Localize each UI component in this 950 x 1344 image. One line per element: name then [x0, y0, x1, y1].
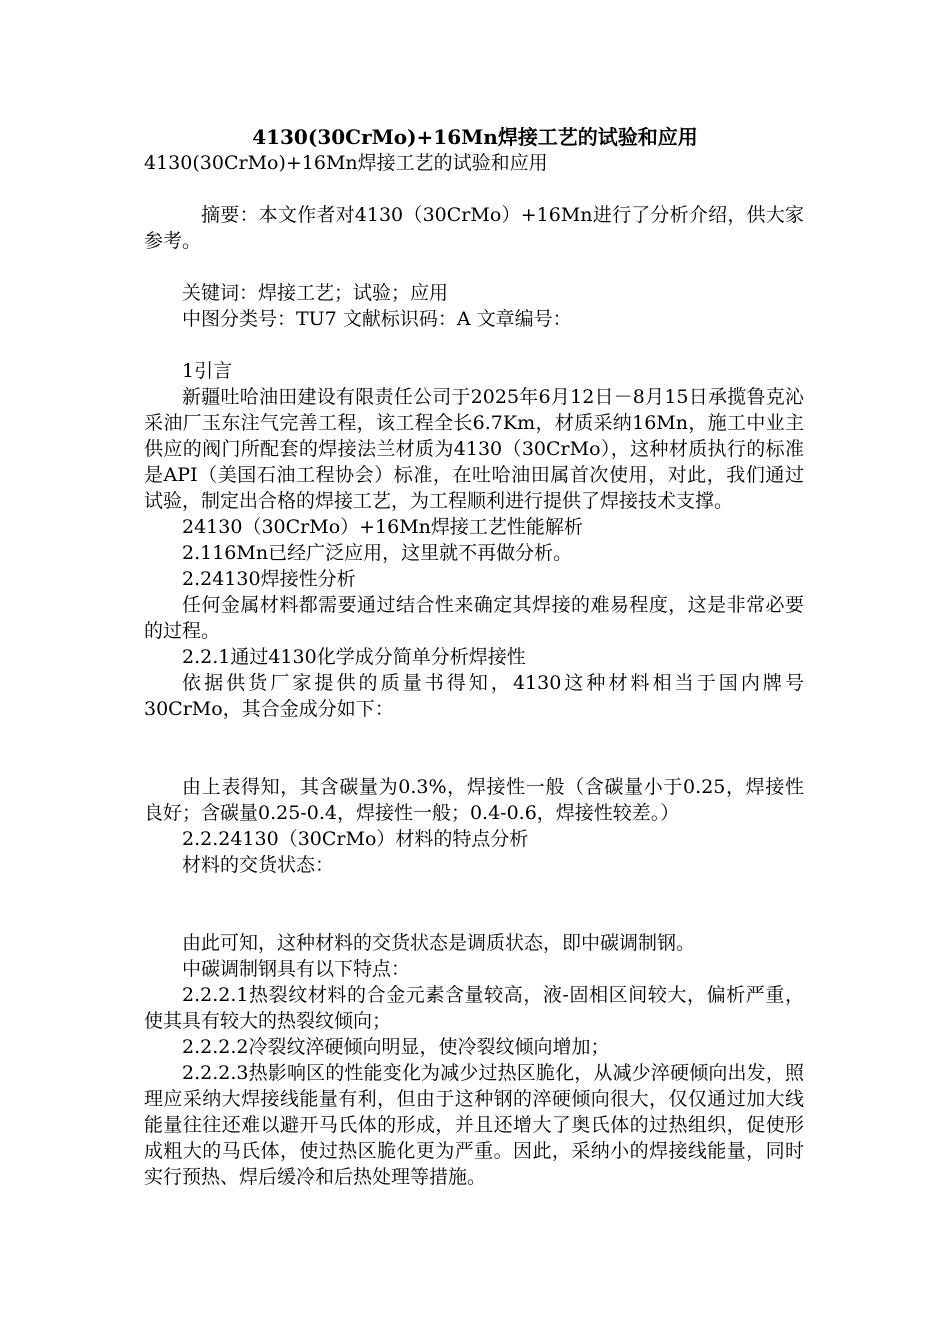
body-paragraph: 中碳调制钢具有以下特点： — [182, 958, 411, 980]
section-heading: 2.2.1通过4130化学成分简单分析焊接性 — [182, 646, 526, 668]
abstract-paragraph: 摘要：本文作者对4130（30CrMo）+16Mn进行了分析介绍，供大家参考。 — [144, 204, 804, 252]
keywords-line: 关键词：焊接工艺；试验；应用 — [182, 282, 449, 304]
body-paragraph: 2.2.2.2冷裂纹淬硬倾向明显，使冷裂纹倾向增加； — [182, 1036, 610, 1058]
body-paragraph: 由上表得知，其含碳量为0.3%，焊接性一般（含碳量小于0.25，焊接性良好；含碳量0.25-0.4，焊接性一般；0.4-0.6，焊接性较差。） — [144, 776, 804, 824]
document-body — [144, 150, 804, 1190]
document-subtitle: 4130(30CrMo)+16Mn焊接工艺的试验和应用 — [144, 152, 548, 174]
body-paragraph: 2.116Mn已经广泛应用，这里就不再做分析。 — [182, 542, 573, 564]
table-placeholder-space — [144, 878, 804, 930]
spacer — [144, 332, 804, 358]
body-paragraph: 依据供货厂家提供的质量书得知，4130这种材料相当于国内牌号30CrMo，其合金成分如下： — [144, 672, 804, 720]
body-paragraph: 任何金属材料都需要通过结合性来确定其焊接的难易程度，这是非常必要的过程。 — [144, 594, 804, 642]
body-paragraph: 2.2.2.3热影响区的性能变化为减少过热区脆化，从减少淬硬倾向出发，照理应采纳大焊接线能量有利，但由于这种钢的淬硬倾向很大，仅仅通过加大线能量往往还难以避开马氏体的形成，并且还增大了奥氏体的过热组织，促使形成粗大的马氏体，使过热区脆化更为严重。因此，采纳小的焊接线能量，同时实行预热、焊后缓冷和后热处理等措施。 — [144, 1062, 804, 1188]
spacer — [144, 176, 804, 202]
section-heading: 2.24130焊接性分析 — [182, 568, 356, 590]
body-paragraph: 新疆吐哈油田建设有限责任公司于2025年6月12日－8月15日承揽鲁克沁采油厂玉东注气完善工程，该工程全长6.7Km，材质采纳16Mn，施工中业主供应的阀门所配套的焊接法兰材质为4130（30CrMo），这种材质执行的标准是API（美国石油工程协会）标准，在吐哈油田属首次使用，对此，我们通过试验，制定出合格的焊接工艺，为工程顺利进行提供了焊接技术支撑。 — [144, 386, 804, 512]
body-paragraph: 材料的交货状态： — [182, 854, 335, 876]
section-heading: 2.2.24130（30CrMo）材料的特点分析 — [182, 828, 529, 850]
table-placeholder-space — [144, 722, 804, 774]
spacer — [144, 254, 804, 280]
body-paragraph: 2.2.2.1热裂纹材料的合金元素含量较高，液-固相区间较大，偏析严重，使其具有较大的热裂纹倾向； — [144, 984, 804, 1032]
section-heading: 1引言 — [182, 360, 233, 382]
body-paragraph: 由此可知，这种材料的交货状态是调质状态，即中碳调制钢。 — [182, 932, 696, 954]
document-title: 4130(30CrMo)+16Mn焊接工艺的试验和应用 — [252, 125, 698, 149]
section-heading: 24130（30CrMo）+16Mn焊接工艺性能解析 — [182, 516, 583, 538]
classification-line: 中图分类号：TU7 文献标识码：A 文章编号： — [182, 308, 572, 330]
